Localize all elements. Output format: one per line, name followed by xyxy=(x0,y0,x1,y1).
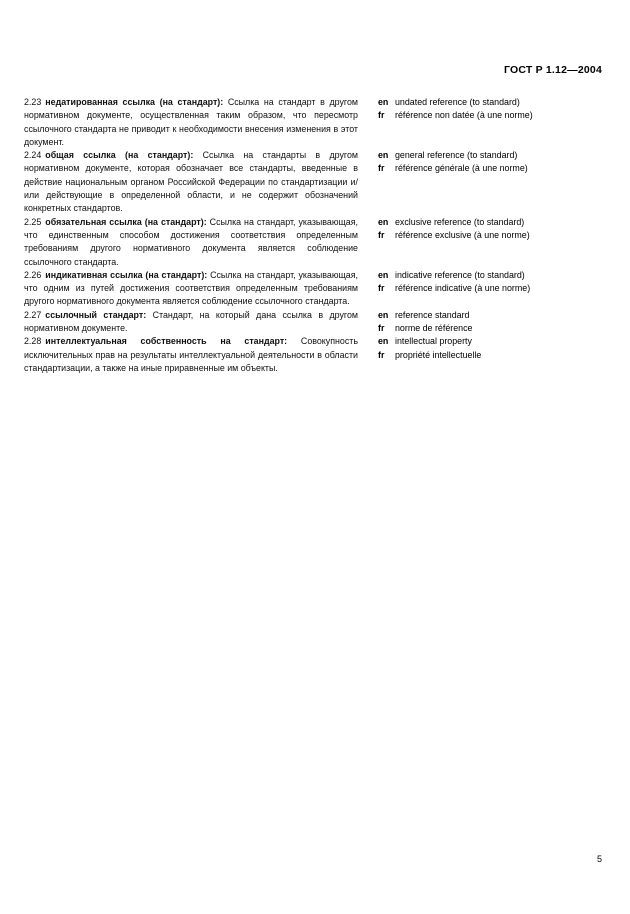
term-definition-russian xyxy=(24,309,358,336)
translation-line xyxy=(378,216,606,229)
translation-language-code: fr xyxy=(378,323,385,334)
translation-line xyxy=(378,309,606,322)
translation-line xyxy=(378,109,606,122)
translation-line xyxy=(378,162,606,175)
translation-language-code: en xyxy=(378,216,389,227)
translation-term: propriété intellectuelle xyxy=(395,349,482,360)
translation-language-code: fr xyxy=(378,163,385,174)
term-definition-text: Совокупность исключительных прав на результаты интеллектуальной деятельности в области стандартизации, а также на иные приравненные им объекты. xyxy=(24,336,358,373)
term-number: 2.24 xyxy=(24,150,42,161)
term-definition-russian xyxy=(24,269,358,309)
translation-term: référence non datée (à une norme) xyxy=(395,110,533,121)
translation-language-code: fr xyxy=(378,283,385,294)
translation-term: norme de référence xyxy=(395,323,473,334)
term-entry xyxy=(24,335,606,375)
term-translations xyxy=(358,149,606,176)
translation-term: undated reference (to standard) xyxy=(395,97,520,107)
term-definition-text: Ссылка на стандарты в другом нормативном документе, которая обозначает все стандарты, введенные в действие национальным органом Российской Федерации по стандартизации и/или действующие в определенной области, и не содержит обозначений конкретных стандартов. xyxy=(24,150,358,214)
translation-term: intellectual property xyxy=(395,336,472,347)
term-entry xyxy=(24,269,606,309)
translation-term: référence générale (à une norme) xyxy=(395,163,528,174)
translation-language-code: en xyxy=(378,97,389,107)
term-name: индикативная ссылка (на стандарт): xyxy=(45,269,208,280)
translation-line xyxy=(378,269,606,282)
translation-line xyxy=(378,282,606,295)
translation-language-code: fr xyxy=(378,229,385,240)
translation-line xyxy=(378,229,606,242)
translation-language-code: en xyxy=(378,150,389,161)
term-definition-russian xyxy=(24,216,358,269)
term-definition-text: Ссылка на стандарт, указывающая, что одним из путей достижения соответствия определенным требованиям другого нормативного документа является соблюдение ссылочного стандарта. xyxy=(24,269,359,307)
term-translations xyxy=(358,96,606,123)
translation-term: indicative reference (to standard) xyxy=(395,269,525,280)
term-translations xyxy=(358,216,606,243)
translation-term: référence indicative (à une norme) xyxy=(395,283,531,294)
translation-term: référence exclusive (à une norme) xyxy=(395,229,530,240)
term-definition-text: Ссылка на стандарт, указывающая, что единственным способом достижения соответствия определенным требованиям другого нормативного документа является соблюдение ссылочного стандарта. xyxy=(24,216,358,267)
term-definition-text: Ссылка на стандарт в другом нормативном документе, осуществленная таким образом, что пересмотр ссылочного стандарта не приводит к необходимости внесения изменения в этот документ. xyxy=(24,97,358,147)
translation-line xyxy=(378,335,606,348)
term-definition-russian xyxy=(24,96,358,149)
term-name: общая ссылка (на стандарт): xyxy=(45,150,194,161)
page-number: 5 xyxy=(596,854,602,864)
translation-line xyxy=(378,96,606,109)
term-entry xyxy=(24,216,606,269)
term-definition-russian xyxy=(24,149,358,215)
terms-and-definitions-list xyxy=(24,96,606,375)
term-name: обязательная ссылка (на стандарт): xyxy=(45,216,207,227)
translation-line xyxy=(378,322,606,335)
translation-term: reference standard xyxy=(395,309,470,320)
term-number: 2.25 xyxy=(24,216,42,227)
term-name: недатированная ссылка (на стандарт): xyxy=(45,97,224,107)
term-translations xyxy=(358,335,606,362)
translation-language-code: fr xyxy=(378,349,385,360)
term-number: 2.27 xyxy=(24,309,42,320)
translation-language-code: en xyxy=(378,269,389,280)
translation-term: general reference (to standard) xyxy=(395,150,518,161)
term-name: ссылочный стандарт: xyxy=(45,309,147,320)
running-header-standard-designation: ГОСТ Р 1.12—2004 xyxy=(503,64,602,76)
term-entry xyxy=(24,309,606,336)
translation-language-code: en xyxy=(378,309,389,320)
term-entry xyxy=(24,96,606,149)
term-translations xyxy=(358,269,606,296)
term-entry xyxy=(24,149,606,215)
term-number: 2.28 xyxy=(24,336,42,347)
term-definition-russian xyxy=(24,335,358,375)
translation-term: exclusive reference (to standard) xyxy=(395,216,525,227)
term-definition-text: Стандарт, на который дана ссылка в другом нормативном документе. xyxy=(24,309,358,334)
term-translations xyxy=(358,309,606,336)
translation-language-code: en xyxy=(378,336,389,347)
term-name: интеллектуальная собственность на стандарт: xyxy=(45,336,288,347)
translation-language-code: fr xyxy=(378,110,385,121)
translation-line xyxy=(378,349,606,362)
translation-line xyxy=(378,149,606,162)
term-number: 2.26 xyxy=(24,269,42,280)
term-number: 2.23 xyxy=(24,97,42,107)
